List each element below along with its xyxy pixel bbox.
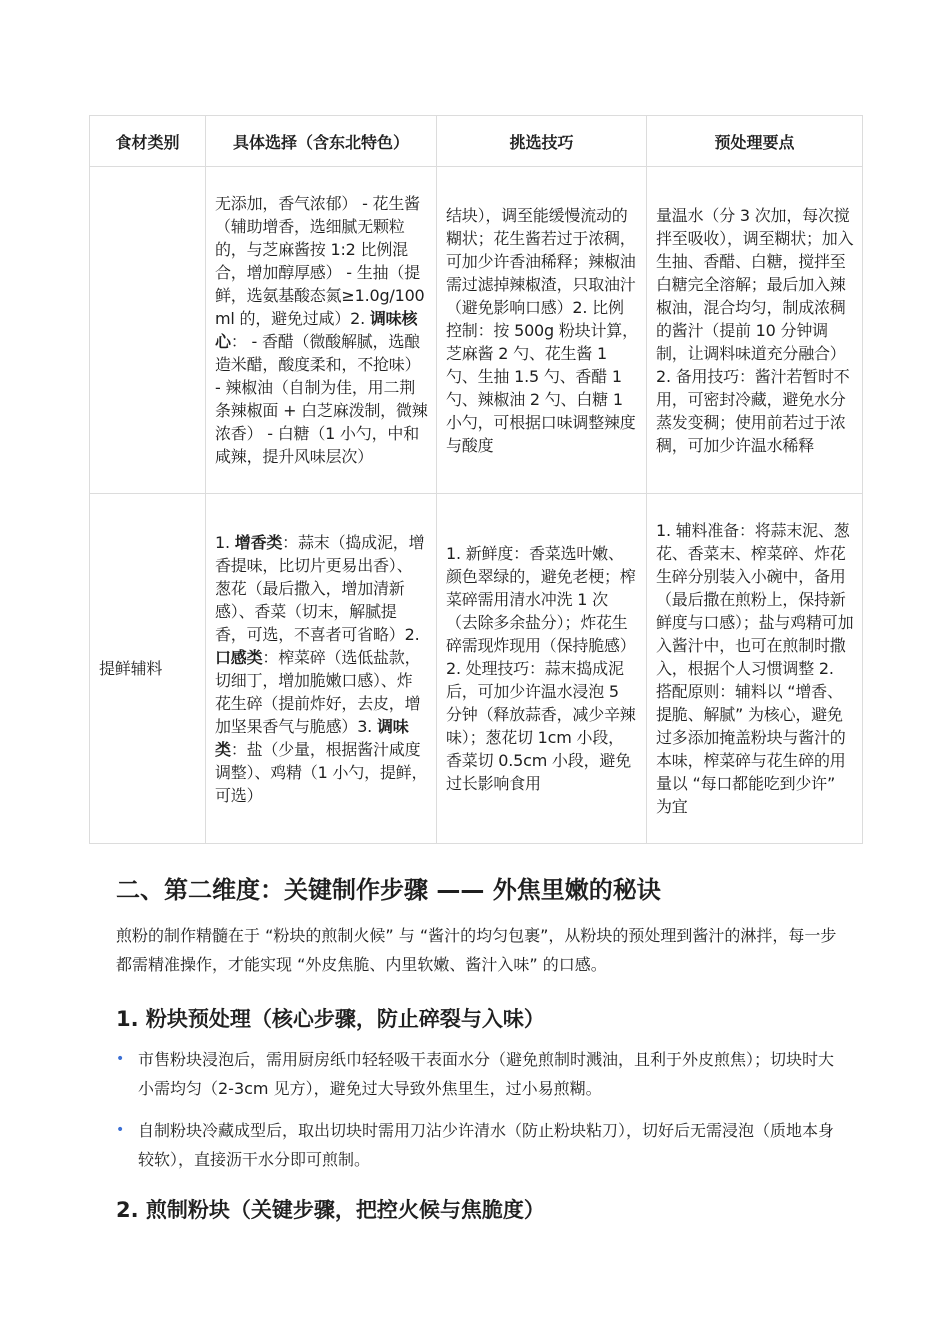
header-tips: 挑选技巧: [437, 116, 647, 167]
selection-fragment: ：蒜末（捣成泥，增香提味，比切片更易出香）、葱花（最后撒入，增加清新感）、香菜（切末，解腻提香，可选，不喜者可省略）2.: [215, 532, 425, 644]
keyword-text: 增香类: [234, 532, 283, 552]
selection-fragment: 无添加，香气浓郁） - 花生酱（辅助增香，选细腻无颗粒的，与芝麻酱按 1:2 比例混合，增加醇厚感） - 生抽（提鲜，选氨基酸态氮≥1.0g/100ml 的，避免过咸）2.: [215, 194, 425, 328]
keyword-text: 口感类: [215, 647, 263, 667]
list-item: [116, 1045, 842, 1103]
cell-selection: [206, 167, 437, 494]
cell-tips: [437, 494, 647, 844]
bullet-dot-icon: •: [116, 1051, 125, 1067]
header-selection: 具体选择（含东北特色）: [206, 116, 437, 167]
keyword-text: 调味核心: [215, 309, 418, 351]
cell-selection: [206, 494, 437, 844]
step2-title: 2. 煎制粉块（关键步骤，把控火候与焦脆度）: [116, 1198, 545, 1222]
cell-prep: [647, 494, 863, 844]
bullet-text: 自制粉块冷藏成型后，取出切块时需用刀沾少许清水（防止粉块粘刀），切好后无需浸泡（质地本身较软），直接沥干水分即可煎制。: [138, 1121, 835, 1169]
selection-text: [215, 531, 428, 807]
selection-text: [215, 192, 428, 468]
bullet-text: 市售粉块浸泡后，需用厨房纸巾轻轻吸干表面水分（避免煎制时溅油，且利于外皮煎焦）；切块时大小需均匀（2-3cm 见方），避免过大导致外焦里生，过小易煎糊。: [138, 1050, 835, 1098]
keyword-text: 调味类: [215, 716, 409, 759]
section-title: 二、第二维度：关键制作步骤 —— 外焦里嫩的秘诀: [116, 876, 661, 904]
step1-bullet-list: [116, 1045, 842, 1187]
selection-fragment: ：榨菜碎（选低盐款，切细丁，增加脆嫩口感）、炸花生碎（提前炸好，去皮，增加坚果香气与脆感）3.: [215, 647, 421, 736]
table-header-row: [90, 116, 863, 167]
header-category: 食材类别: [90, 116, 206, 167]
prep-text: 1. 辅料准备：将蒜末泥、葱花、香菜末、榨菜碎、炸花生碎分别装入小碗中，备用（最后撒在煎粉上，保持新鲜度与口感）；盐与鸡精可加入酱汁中，也可在煎制时撒入，根据个人习惯调整 2. 搭配原则：辅料以 “增香、提脆、解腻” 为核心，避免过多添加掩盖粉块与酱汁的本味，榨菜碎与花生碎的用量以 “每口都能吃到少许” 为宜: [656, 521, 854, 816]
section-intro: 煎粉的制作精髓在于 “粉块的煎制火候” 与 “酱汁的均匀包裹”，从粉块的预处理到酱汁的淋拌，每一步都需精准操作，才能实现 “外皮焦脆、内里软嫩、酱汁入味” 的口感。: [116, 926, 837, 974]
ingredients-table: [89, 115, 863, 844]
selection-fragment: ： - 香醋（微酸解腻，选酿造米醋，酸度柔和，不抢味） - 辣椒油（自制为佳，用二荆条辣椒面 + 白芝麻泼制，微辣浓香） - 白糖（1 小勺，中和咸辣，提升风味层次）: [215, 332, 428, 466]
cell-category: [90, 167, 206, 494]
table-row: [90, 167, 863, 494]
list-item: [116, 1116, 842, 1174]
tips-text: 结块），调至能缓慢流动的糊状；花生酱若过于浓稠，可加少许香油稀释；辣椒油需过滤掉辣椒渣，只取油汁（避免影响口感）2. 比例控制：按 500g 粉块计算，芝麻酱 2 勺、花生酱 1 勺、生抽 1.5 勺、香醋 1 勺、辣椒油 2 勺、白糖 1 小勺，可根据口味调整辣度与酸度: [446, 205, 638, 455]
cell-category: 提鲜辅料: [90, 494, 206, 844]
selection-fragment: ：盐（少量，根据酱汁咸度调整）、鸡精（1 小勺，提鲜，可选）: [215, 739, 428, 805]
selection-fragment: 1.: [215, 532, 235, 552]
cell-tips: [437, 167, 647, 494]
bullet-dot-icon: •: [116, 1122, 125, 1138]
header-prep: 预处理要点: [647, 116, 863, 167]
tips-text: 1. 新鲜度：香菜选叶嫩、颜色翠绿的，避免老梗；榨菜碎需用清水冲洗 1 次（去除多余盐分）；炸花生碎需现炸现用（保持脆感）2. 处理技巧：蒜末捣成泥后，可加少许温水浸泡 5 分钟（释放蒜香，减少辛辣味）；葱花切 1cm 小段，香菜切 0.5cm 小段，避免过长影响食用: [446, 544, 636, 793]
prep-text: 量温水（分 3 次加，每次搅拌至吸收），调至糊状；加入生抽、香醋、白糖，搅拌至白糖完全溶解；最后加入辣椒油，混合均匀，制成浓稠的酱汁（提前 10 分钟调制，让调料味道充分融合）2. 备用技巧：酱汁若暂时不用，可密封冷藏，避免水分蒸发变稠；使用前若过于浓稠，可加少许温水稀释: [656, 205, 854, 455]
table-row: [90, 494, 863, 844]
step1-title: 1. 粉块预处理（核心步骤，防止碎裂与入味）: [116, 1007, 545, 1031]
cell-prep: [647, 167, 863, 494]
